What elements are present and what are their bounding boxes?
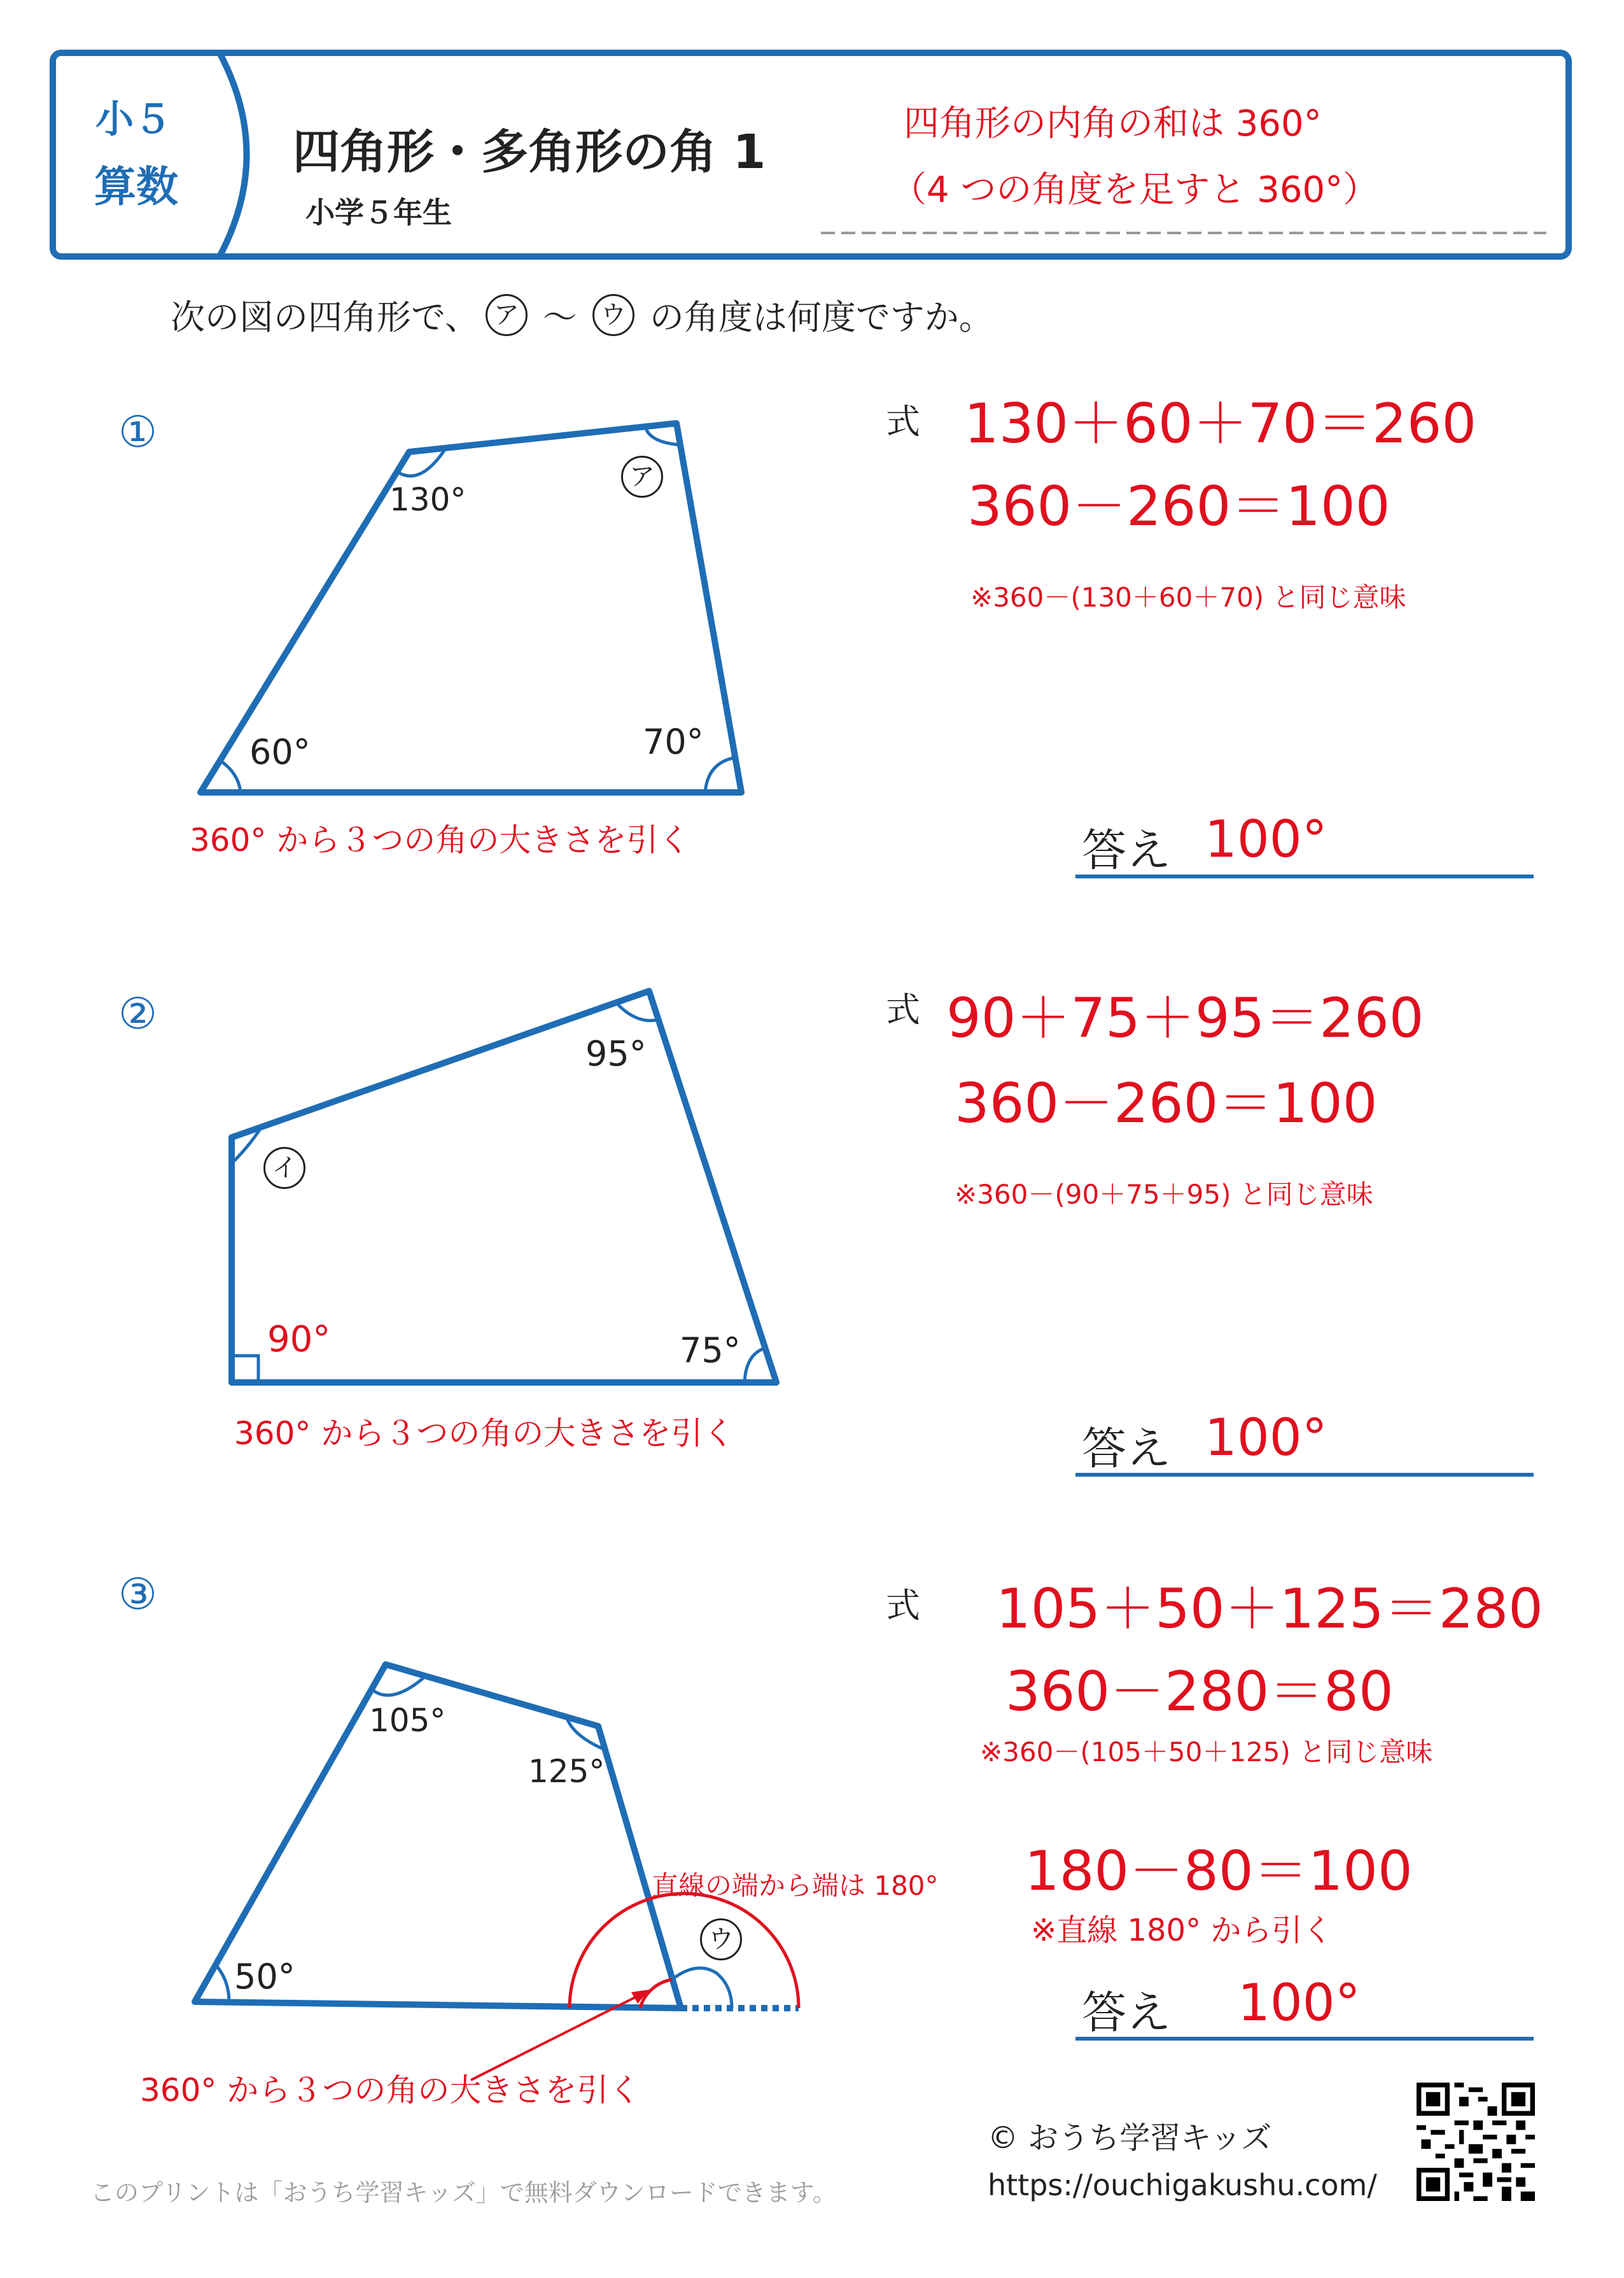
problem-3-formula-line-2: 360－280＝80 (1005, 1660, 1394, 1724)
instruction-suffix: の角度は何度ですか。 (649, 297, 993, 337)
problem-2-angle-95: 95° (585, 1034, 647, 1074)
problem-3-note: ※360－(105＋50＋125) と同じ意味 (980, 1736, 1433, 1768)
problem-2-note: ※360－(90＋75＋95) と同じ意味 (955, 1179, 1373, 1210)
problem-2-answer-label: 答え (1082, 1423, 1171, 1475)
problem-2-unknown-mark: イ (263, 1147, 305, 1189)
problem-3-angle-50: 50° (234, 1957, 295, 1997)
problem-3-answer-label: 答え (1082, 1986, 1171, 2039)
problem-1-note: ※360－(130＋60＋70) と同じ意味 (970, 582, 1406, 613)
footer-url[interactable]: https://ouchigakushu.com/ (988, 2168, 1377, 2202)
problem-3-formula-label: 式 (886, 1585, 920, 1626)
problem-3-angle-125: 125° (528, 1753, 605, 1790)
instruction-prefix: 次の図の四角形で、 (171, 297, 479, 337)
problem-2-angle-75: 75° (680, 1330, 741, 1370)
problem-3-unknown-mark: ウ (700, 1918, 742, 1960)
instruction-mark-end: ウ (592, 294, 634, 336)
problem-3-answer-value: 100° (1238, 1973, 1361, 2032)
problem-3-extra-note: ※直線 180° から引く (1031, 1913, 1333, 1948)
qr-code[interactable] (1417, 2083, 1535, 2201)
problem-3-answer-line (1075, 2037, 1534, 2041)
problem-2-number: ② (118, 989, 157, 1039)
problem-2-angle-90: 90° (267, 1319, 331, 1360)
page-subtitle: 小学５年生 (305, 195, 452, 230)
tip-line-1: 四角形の内角の和は 360° (904, 103, 1322, 144)
problem-1-answer-label: 答え (1082, 824, 1171, 876)
problem-3-hint: 360° から３つの角の大きさを引く (140, 2072, 641, 2109)
instruction-tilde: ～ (542, 297, 577, 337)
footer-free-note: このプリントは「おうち学習キッズ」で無料ダウンロードできます。 (90, 2179, 837, 2207)
footer-copyright: © おうち学習キッズ (988, 2120, 1272, 2156)
problem-1-angle-70: 70° (643, 722, 704, 762)
problem-2-answer-value: 100° (1205, 1408, 1327, 1467)
problem-2-formula-line-2: 360－260＝100 (955, 1072, 1378, 1135)
problem-2-formula-label: 式 (886, 990, 920, 1030)
problem-1-angle-130: 130° (389, 481, 466, 518)
grade-badge: 小５ (95, 97, 172, 142)
subject-badge: 算数 (94, 162, 178, 211)
problem-3-angle-105: 105° (369, 1702, 446, 1739)
problem-1-angle-60: 60° (249, 732, 311, 772)
problem-1-formula-label: 式 (886, 402, 920, 442)
problem-1-unknown-mark: ア (621, 456, 663, 498)
problem-2-hint: 360° から３つの角の大きさを引く (234, 1415, 735, 1452)
problem-1-formula-line-1: 130＋60＋70＝260 (964, 392, 1477, 456)
tip-line-2: （4 つの角度を足すと 360°） (891, 169, 1379, 211)
page-title: 四角形・多角形の角 1 (293, 125, 766, 179)
problem-3-straight-note: 直線の端から端は 180° (652, 1870, 939, 1901)
problem-1-answer-value: 100° (1205, 810, 1327, 869)
straight-angle-arc (570, 1894, 799, 2008)
problem-3-formula-line-1: 105＋50＋125＝280 (996, 1577, 1543, 1641)
problem-3-number: ③ (118, 1570, 157, 1620)
problem-3-extra-line: 180－80＝100 (1025, 1839, 1413, 1903)
problem-2-formula-line-1: 90＋75＋95＝260 (946, 987, 1424, 1050)
problem-1-hint: 360° から３つの角の大きさを引く (190, 822, 690, 859)
angle-arc-50 (215, 1964, 229, 2002)
problem-1-formula-line-2: 360－260＝100 (967, 475, 1390, 538)
problem-1-number: ① (118, 407, 157, 458)
instruction-mark-start: ア (486, 294, 528, 336)
